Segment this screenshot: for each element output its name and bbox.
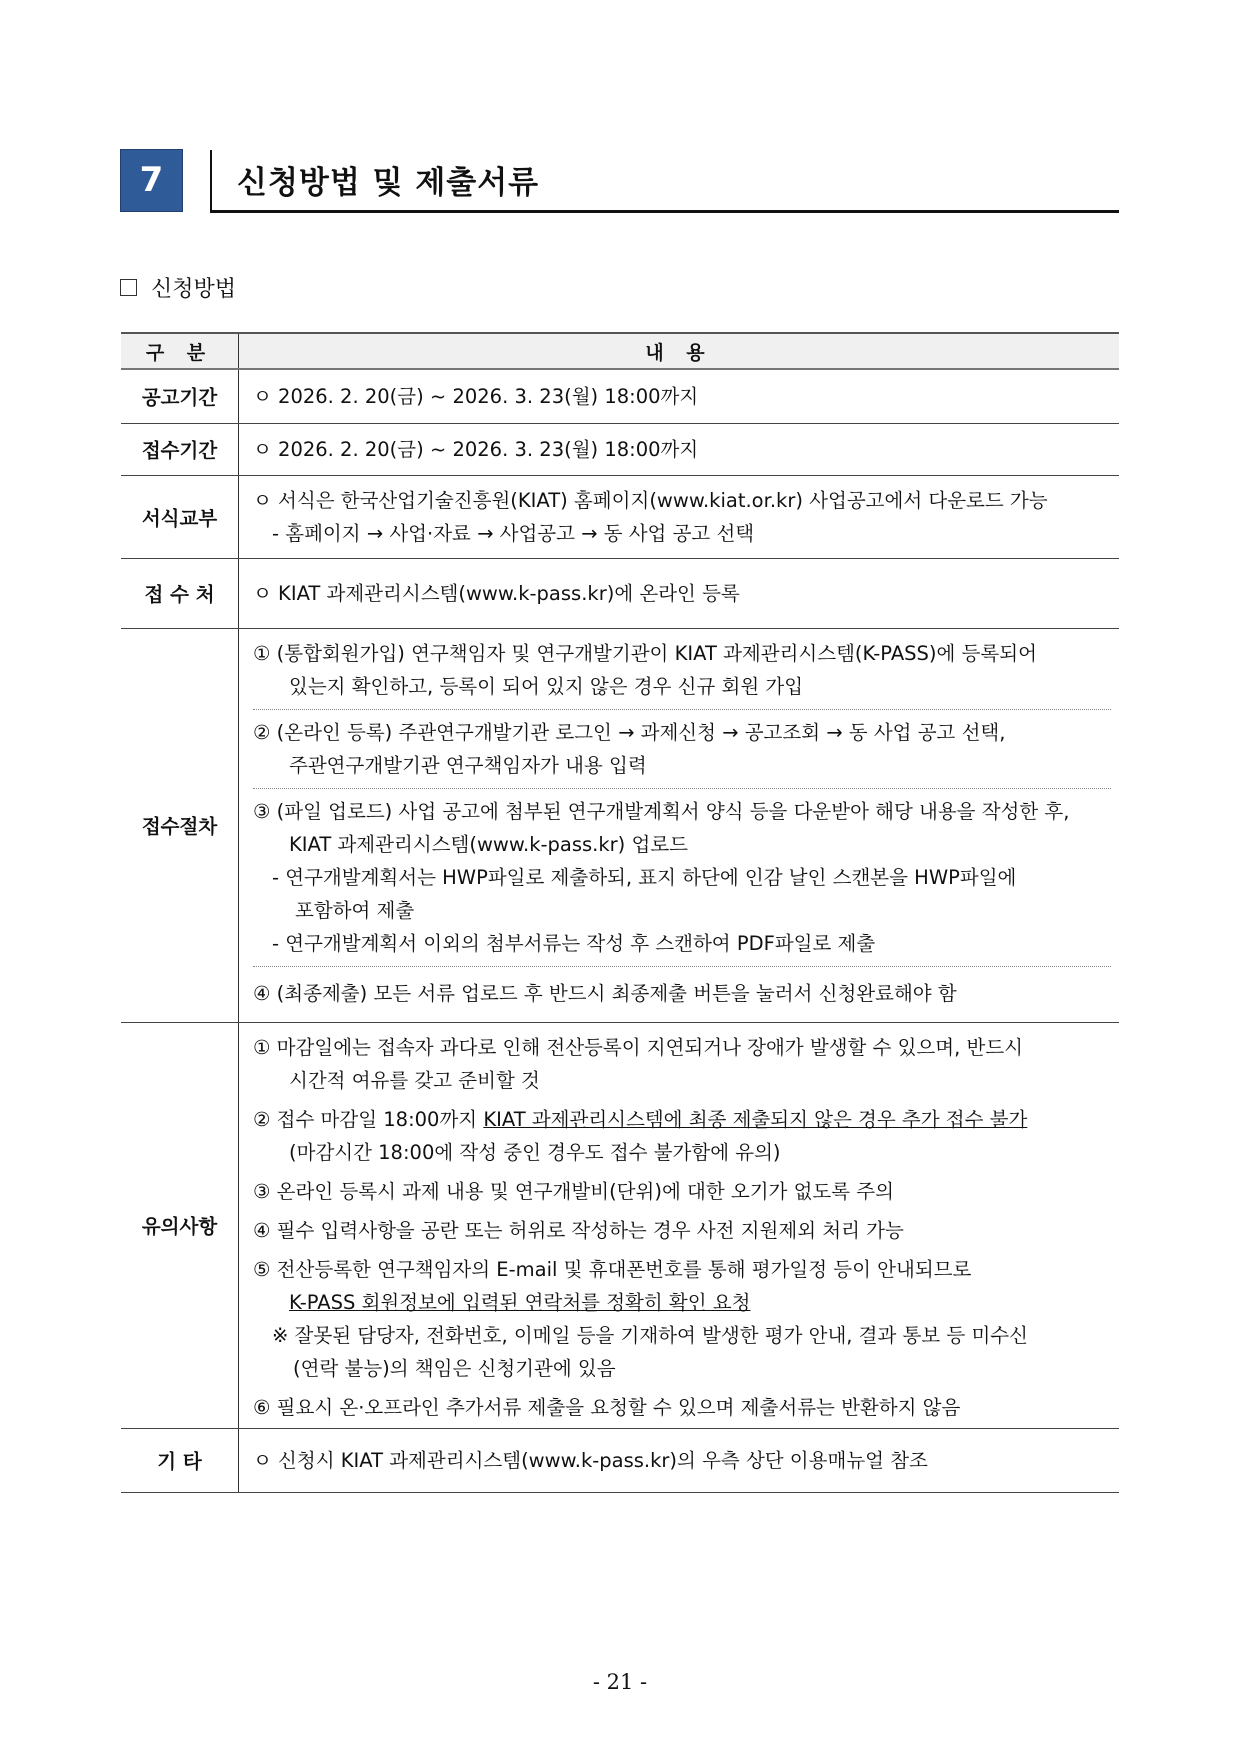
header-content: 내 용 [239,333,1120,369]
procedure-step [253,789,1111,967]
row-label: 공고기간 [121,369,239,423]
section-underline [210,210,1119,213]
page-number: - 21 - [592,1670,648,1694]
note-text: (마감시간 18:00에 작성 중인 경우도 접수 불가함에 유의) [289,1140,781,1164]
row-text: ㅇ 서식은 한국산업기술진흥원(KIAT) 홈페이지(www.kiat.or.kr) 사업공고에서 다운로드 가능 [253,488,1048,512]
note-text: ⑥ 필요시 온·오프라인 추가서류 제출을 요청할 수 있으며 제출서류는 반환하지 않음 [253,1395,961,1419]
procedure-step [253,967,1111,1022]
subheading-text: 신청방법 [151,277,237,302]
table-row [121,423,1119,475]
row-text: ③ (파일 업로드) 사업 공고에 첨부된 연구개발계획서 양식 등을 다운받아 해당 내용을 작성한 후, [253,799,1070,823]
section-title: 신청방법 및 제출서류 [237,165,540,201]
note-text: ① 마감일에는 접속자 과다로 인해 전산등록이 지연되거나 장애가 발생할 수 있으며, 반드시 [253,1035,1023,1059]
note-item [253,1286,1111,1319]
note-text: ③ 온라인 등록시 과제 내용 및 연구개발비(단위)에 대한 오기가 없도록 주의 [253,1179,894,1203]
note-text: ⑤ 전산등록한 연구책임자의 E-mail 및 휴대폰번호를 통해 평가일정 등이 안내되므로 [253,1257,972,1281]
note-text: ※ 잘못된 담당자, 전화번호, 이메일 등을 기재하여 발생한 평가 안내, 결과 통보 등 미수신 [272,1323,1028,1347]
table-row [121,475,1119,558]
table-row [121,1428,1119,1492]
row-label: 서식교부 [121,475,239,558]
row-label: 유의사항 [121,1022,239,1428]
note-text: ② 접수 마감일 18:00까지 [253,1107,484,1131]
row-label: 접수기간 [121,423,239,475]
row-text: 주관연구개발기관 연구책임자가 내용 입력 [289,753,647,777]
procedure-step [253,710,1111,789]
note-text: (연락 불능)의 책임은 신청기관에 있음 [293,1356,616,1380]
row-text: - 연구개발계획서 이외의 첨부서류는 작성 후 스캔하여 PDF파일로 제출 [272,931,876,955]
row-text: ② (온라인 등록) 주관연구개발기관 로그인 → 과제신청 → 공고조회 → 동 사업 공고 선택, [253,720,1006,744]
note-text: ④ 필수 입력사항을 공란 또는 허위로 작성하는 경우 사전 지원제외 처리 가능 [253,1218,904,1242]
table-row [121,628,1119,1022]
procedure-step [253,629,1111,710]
row-text: 포함하여 제출 [295,898,415,922]
section-divider-vertical [210,150,212,212]
note-underlined-text: K-PASS 회원정보에 입력된 연락처를 정확히 확인 요청 [289,1290,751,1314]
row-label: 접 수 처 [121,558,239,628]
table-row [121,1022,1119,1428]
header-category: 구 분 [121,333,239,369]
table-header-row [121,333,1119,369]
row-text: ㅇ 2026. 2. 20(금) ~ 2026. 3. 23(월) 18:00까지 [253,384,699,408]
row-text: ④ (최종제출) 모든 서류 업로드 후 반드시 최종제출 버튼을 눌러서 신청완료해야 함 [253,981,957,1005]
note-text: 시간적 여유를 갖고 준비할 것 [289,1068,540,1092]
subheading [120,272,236,303]
row-text: 있는지 확인하고, 등록이 되어 있지 않은 경우 신규 회원 가입 [289,674,804,698]
checkbox-square-icon [120,279,137,296]
table-row [121,558,1119,628]
row-label: 기 타 [121,1428,239,1492]
section-number-badge: 7 [120,149,183,212]
row-text: ㅇ 2026. 2. 20(금) ~ 2026. 3. 23(월) 18:00까지 [253,437,699,461]
row-label: 접수절차 [121,628,239,1022]
row-text: ① (통합회원가입) 연구책임자 및 연구개발기관이 KIAT 과제관리시스템(K-PASS)에 등록되어 [253,641,1037,665]
table-row [121,369,1119,423]
note-item [253,1103,1111,1136]
row-text: ㅇ KIAT 과제관리시스템(www.k-pass.kr)에 온라인 등록 [253,581,740,605]
application-method-table [121,332,1119,1493]
row-text: ㅇ 신청시 KIAT 과제관리시스템(www.k-pass.kr)의 우측 상단 이용매뉴얼 참조 [253,1448,928,1472]
row-text: KIAT 과제관리시스템(www.k-pass.kr) 업로드 [289,832,688,856]
row-text: - 홈페이지 → 사업·자료 → 사업공고 → 동 사업 공고 선택 [272,521,755,545]
note-underlined-text: KIAT 과제관리시스템에 최종 제출되지 않은 경우 추가 접수 불가 [483,1107,1028,1131]
row-text: - 연구개발계획서는 HWP파일로 제출하되, 표지 하단에 인감 날인 스캔본을 HWP파일에 [272,865,1017,889]
